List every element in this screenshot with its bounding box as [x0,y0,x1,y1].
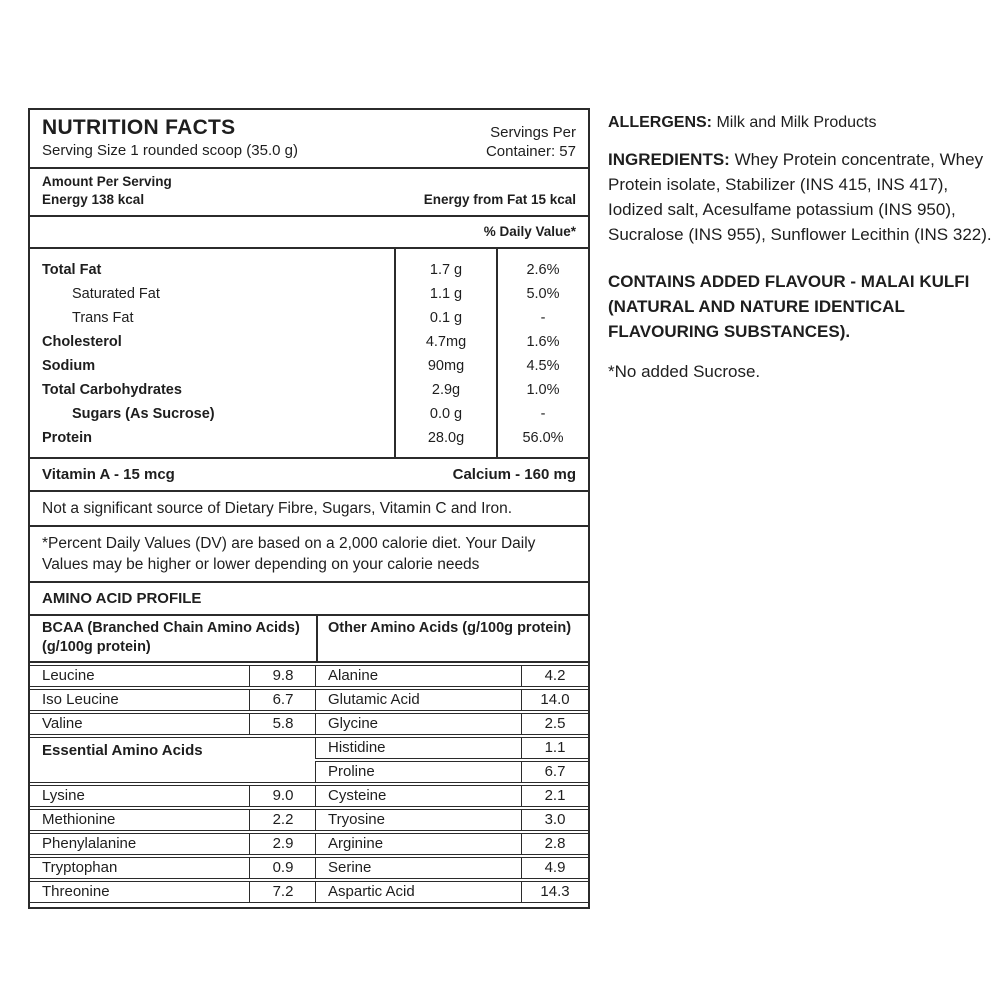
nutrient-dv: - [496,402,588,426]
allergens-label: ALLERGENS: [608,114,712,131]
nutrient-dv: 1.6% [496,330,588,354]
bcaa-column [30,665,316,905]
amino-row [30,833,316,855]
amino-subheader-row [30,737,316,783]
amino-name: Leucine [42,667,95,684]
amino-name: Proline [328,763,375,780]
amino-value: 3.0 [521,810,588,830]
nutrient-amount: 1.7 g [394,249,496,282]
amino-value: 4.9 [521,858,588,878]
amount-per-serving-section [30,169,588,217]
amino-name: Cysteine [328,787,387,804]
nutrient-row [30,402,588,426]
amino-value: 7.2 [249,882,316,902]
amino-value: 6.7 [521,762,588,782]
nutrient-amount: 0.0 g [394,402,496,426]
amino-row [30,665,316,687]
amino-row [315,665,588,687]
serving-size: Serving Size 1 rounded scoop (35.0 g) [42,142,298,159]
amino-row [315,737,588,759]
nutrient-dv: 1.0% [496,378,588,402]
amino-name: Lysine [42,787,85,804]
amino-row [30,881,316,903]
nutrient-row [30,249,588,282]
vitamins-row [30,459,588,492]
nutrient-amount: 1.1 g [394,282,496,306]
nutrition-facts-label [28,108,590,909]
amino-row [315,713,588,735]
side-info-panel [608,110,992,399]
amino-value: 1.1 [521,738,588,758]
nutrient-row [30,330,588,354]
amino-value [250,738,316,782]
amino-row [315,833,588,855]
amino-row [30,713,316,735]
servings-per-line2: Container: 57 [485,143,576,160]
amino-name: Histidine [328,739,386,756]
amino-row [315,785,588,807]
amino-row [30,857,316,879]
nutrient-dv: - [496,306,588,330]
amino-value: 2.5 [521,714,588,734]
amino-value: 9.0 [249,786,316,806]
energy-from-fat: Energy from Fat 15 kcal [423,192,576,207]
amino-value: 0.9 [249,858,316,878]
amino-row [315,881,588,903]
other-amino-column [316,665,588,905]
amino-row [30,689,316,711]
nutrient-row [30,306,588,330]
amount-per-serving-label: Amount Per Serving [42,174,172,189]
amino-name: Threonine [42,883,110,900]
calcium-value: Calcium - 160 mg [452,466,576,483]
amino-row [315,809,588,831]
label-title: NUTRITION FACTS [42,116,236,139]
nutrient-name: Cholesterol [42,334,122,350]
nutrient-row [30,426,588,457]
amino-table-header [30,616,588,663]
ingredients-label: INGREDIENTS: [608,150,730,169]
nutrient-row [30,378,588,402]
ingredients-value: Whey Protein concentrate, Whey Protein isolate, Stabilizer (INS 415, INS 417), Iodized salt, Acesulfame potassium (INS 950), Sucralose (INS 955), Sunflower Lecithin (INS 322). [608,150,992,244]
added-flavour-note: CONTAINS ADDED FLAVOUR - MALAI KULFI (NATURAL AND NATURE IDENTICAL FLAVOURING SUBSTANCES). [608,272,970,341]
nutrient-name: Sugars (As Sucrose) [72,406,215,422]
amino-row [30,809,316,831]
nutrient-table [30,249,588,459]
amino-name: Phenylalanine [42,835,137,852]
nutrient-name: Saturated Fat [72,286,160,302]
amino-name: Methionine [42,811,116,828]
amino-name: Glutamic Acid [328,691,420,708]
amino-row [30,785,316,807]
amino-name: Iso Leucine [42,691,119,708]
daily-value-header: % Daily Value* [30,217,588,249]
nutrient-name: Protein [42,430,92,446]
energy-value: Energy 138 kcal [42,192,145,207]
bcaa-column-header: BCAA (Branched Chain Amino Acids) (g/100g protein) [42,620,300,655]
significance-note: Not a significant source of Dietary Fibre, Sugars, Vitamin C and Iron. [30,492,588,527]
nutrient-dv: 56.0% [496,426,588,457]
amino-value: 9.8 [249,666,316,686]
other-amino-column-header: Other Amino Acids (g/100g protein) [316,616,588,661]
amino-name: Alanine [328,667,379,684]
amino-value: 14.3 [521,882,588,902]
amino-row [315,761,588,783]
amino-table-body [30,663,588,907]
nutrient-dv: 5.0% [496,282,588,306]
amino-value: 2.2 [249,810,316,830]
daily-value-footnote: *Percent Daily Values (DV) are based on a 2,000 calorie diet. Your Daily Values may be higher or lower depending on your calorie needs [30,527,588,583]
nutrient-amount: 28.0g [394,426,496,457]
amino-name: Tryptophan [42,859,118,876]
nutrient-name: Sodium [42,358,96,374]
vitamin-a-value: Vitamin A - 15 mcg [42,466,175,483]
amino-name: Glycine [328,715,379,732]
nutrient-amount: 4.7mg [394,330,496,354]
allergens-value: Milk and Milk Products [716,114,877,131]
no-sucrose-note: *No added Sucrose. [608,362,761,381]
nutrient-name: Trans Fat [72,310,134,326]
nutrient-amount: 0.1 g [394,306,496,330]
amino-value: 14.0 [521,690,588,710]
amino-name: Essential Amino Acids [42,742,203,759]
amino-name: Tryosine [328,811,385,828]
amino-value: 2.9 [249,834,316,854]
nutrient-dv: 2.6% [496,249,588,282]
amino-value: 2.1 [521,786,588,806]
nutrient-name: Total Carbohydrates [42,382,182,398]
nutrient-name: Total Fat [42,262,102,278]
amino-value: 6.7 [249,690,316,710]
allergens-text [608,110,992,135]
amino-name: Aspartic Acid [328,883,415,900]
nutrient-row [30,354,588,378]
amino-value: 4.2 [521,666,588,686]
amino-row [315,689,588,711]
amino-acid-profile-title: AMINO ACID PROFILE [30,583,588,616]
nutrient-dv: 4.5% [496,354,588,378]
amino-name: Valine [42,715,83,732]
amino-value: 2.8 [521,834,588,854]
ingredients-text [608,147,992,247]
amino-row [315,857,588,879]
servings-per-container [486,115,576,161]
nutrient-row [30,282,588,306]
label-header [30,110,588,169]
nutrient-amount: 90mg [394,354,496,378]
amino-value: 5.8 [249,714,316,734]
nutrient-amount: 2.9g [394,378,496,402]
servings-per-line1: Servings Per [490,124,576,141]
amount-per-serving-left [42,173,172,209]
amino-name: Serine [328,859,372,876]
label-header-left [42,115,298,161]
amino-name: Arginine [328,835,384,852]
